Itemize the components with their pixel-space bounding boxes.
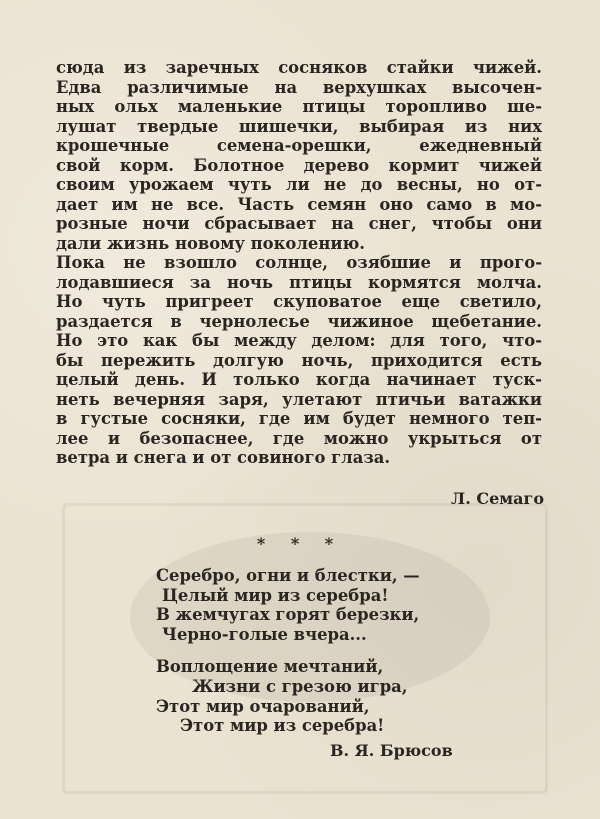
text-line: лодавшиеся за ночь птицы кормятся молча. xyxy=(56,272,542,292)
poem-line: Целый мир из серебра! xyxy=(162,585,389,605)
text-line: Пока не взошло солнце, озябшие и прого- xyxy=(56,253,542,272)
text-line: ветра и снега и от совиного глаза. xyxy=(56,448,391,467)
stanza-gap xyxy=(156,644,420,657)
text-line: неть вечерняя заря, улетают птичьи ватажки xyxy=(56,389,542,409)
poem-line: Жизни с грезою игра, xyxy=(192,676,408,696)
text-line: раздается в чернолесье чижиное щебетание. xyxy=(56,311,542,331)
poem-line: Черно-голые вчера... xyxy=(162,624,367,644)
text-line: дает им не все. Часть семян оно само в мо- xyxy=(56,194,542,214)
text-line: крошечные семена-орешки, ежедневный xyxy=(56,136,542,155)
text-line: целый день. И только когда начинает туск- xyxy=(56,370,542,389)
text-line: в густые сосняки, где им будет немного теп- xyxy=(56,409,542,428)
text-line: лее и безопаснее, где можно укрыться от xyxy=(56,428,542,448)
section-separator: * * * xyxy=(256,534,344,553)
text-line: розные ночи сбрасывает на снег, чтобы они xyxy=(56,214,542,233)
text-line: сюда из заречных сосняков стайки чижей. xyxy=(56,58,542,77)
poem-author: В. Я. Брюсов xyxy=(330,741,453,760)
text-line: Но это как бы между делом: для того, что- xyxy=(56,331,542,350)
poem xyxy=(156,566,420,736)
text-line: своим урожаем чуть ли не до весны, но от- xyxy=(56,175,542,194)
poem-line: Серебро, огни и блестки, — xyxy=(156,566,420,585)
text-line: Но чуть пригреет скуповатое еще светило, xyxy=(56,292,542,311)
article-text xyxy=(56,58,542,468)
poem-line: Воплощение мечтаний, xyxy=(156,657,384,677)
text-line: свой корм. Болотное дерево кормит чижей xyxy=(56,155,542,175)
text-line: лушат твердые шишечки, выбирая из них xyxy=(56,116,542,136)
poem-line: В жемчугах горят березки, xyxy=(156,605,420,625)
article-author: Л. Семаго xyxy=(451,489,544,508)
poem-line: Этот мир из серебра! xyxy=(180,716,385,736)
poem-line: Этот мир очарований, xyxy=(156,696,370,716)
text-line: бы пережить долгую ночь, приходится есть xyxy=(56,350,542,370)
text-line: Едва различимые на верхушках высочен- xyxy=(56,77,542,97)
text-line: ных ольх маленькие птицы торопливо ше- xyxy=(56,97,542,116)
text-line: дали жизнь новому поколению. xyxy=(56,233,365,253)
